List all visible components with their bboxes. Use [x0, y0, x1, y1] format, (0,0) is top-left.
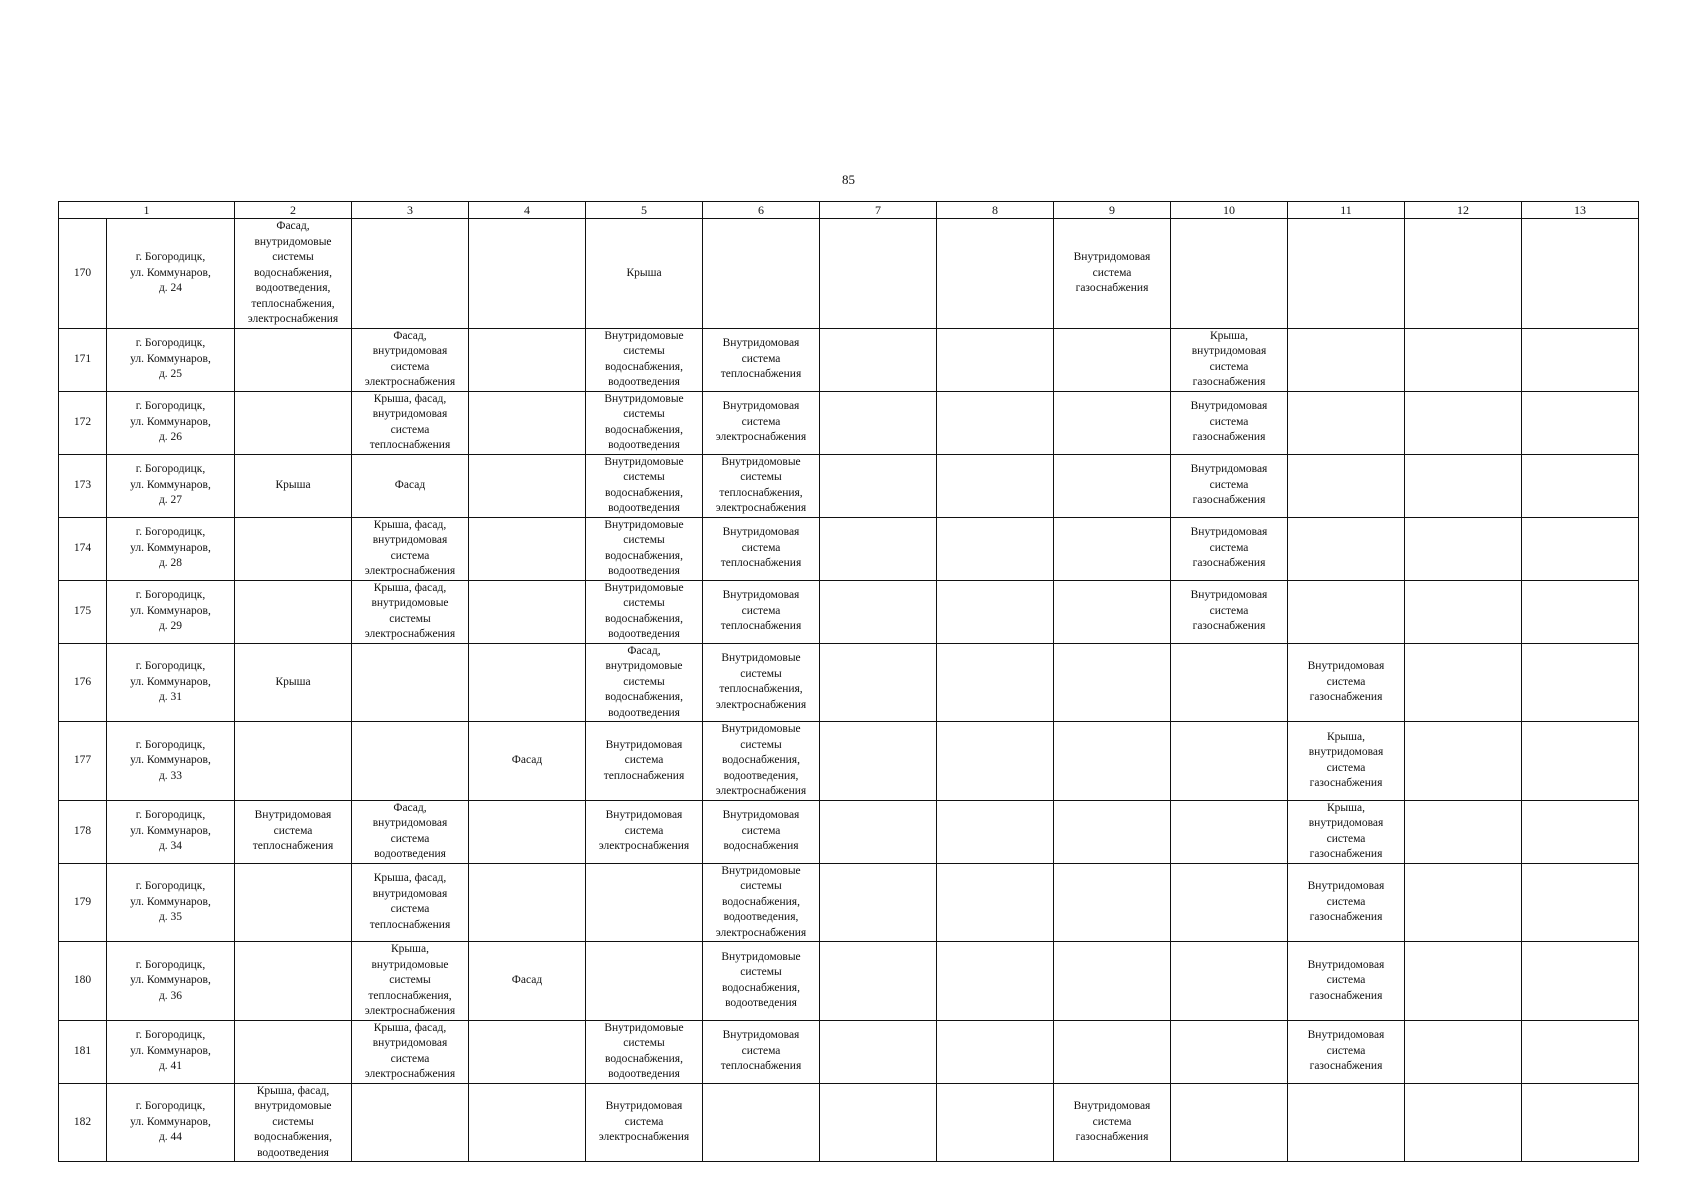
work-cell-col-12 — [1405, 580, 1522, 643]
work-cell-col-6: Внутридомовая система теплоснабжения — [703, 328, 820, 391]
work-cell-col-2: Крыша — [235, 643, 352, 722]
row-number: 181 — [59, 1020, 107, 1083]
work-cell-col-9 — [1054, 800, 1171, 863]
column-header-11: 11 — [1288, 202, 1405, 219]
work-cell-col-7 — [820, 328, 937, 391]
work-cell-col-5: Внутридомовые системы водоснабжения, водоотведения — [586, 454, 703, 517]
work-cell-col-7 — [820, 1020, 937, 1083]
work-cell-col-9 — [1054, 328, 1171, 391]
work-cell-col-13 — [1522, 1020, 1639, 1083]
work-cell-col-11 — [1288, 580, 1405, 643]
work-cell-col-3 — [352, 219, 469, 329]
work-cell-col-13 — [1522, 580, 1639, 643]
work-cell-col-10 — [1171, 800, 1288, 863]
work-cell-col-12 — [1405, 863, 1522, 942]
work-cell-col-12 — [1405, 800, 1522, 863]
work-cell-col-7 — [820, 219, 937, 329]
row-number: 176 — [59, 643, 107, 722]
work-cell-col-6: Внутридомовые системы теплоснабжения, электроснабжения — [703, 643, 820, 722]
work-cell-col-12 — [1405, 1020, 1522, 1083]
row-number: 182 — [59, 1083, 107, 1162]
work-cell-col-2: Крыша — [235, 454, 352, 517]
work-cell-col-13 — [1522, 454, 1639, 517]
address-cell: г. Богородицк, ул. Коммунаров, д. 36 — [107, 942, 235, 1021]
work-cell-col-11: Крыша, внутридомовая система газоснабжения — [1288, 800, 1405, 863]
work-cell-col-6 — [703, 1083, 820, 1162]
work-cell-col-4: Фасад — [469, 722, 586, 801]
work-cell-col-5: Внутридомовая система электроснабжения — [586, 1083, 703, 1162]
work-cell-col-13 — [1522, 722, 1639, 801]
work-cell-col-9 — [1054, 391, 1171, 454]
column-header-7: 7 — [820, 202, 937, 219]
work-cell-col-8 — [937, 391, 1054, 454]
work-cell-col-12 — [1405, 1083, 1522, 1162]
column-header-12: 12 — [1405, 202, 1522, 219]
work-cell-col-2 — [235, 517, 352, 580]
table-row — [59, 391, 1639, 454]
page-number: 85 — [842, 172, 855, 187]
work-cell-col-8 — [937, 800, 1054, 863]
work-cell-col-9 — [1054, 580, 1171, 643]
work-cell-col-4: Фасад — [469, 942, 586, 1021]
work-cell-col-4 — [469, 580, 586, 643]
work-cell-col-3: Крыша, фасад, внутридомовая система электроснабжения — [352, 517, 469, 580]
work-cell-col-7 — [820, 454, 937, 517]
work-cell-col-10 — [1171, 1083, 1288, 1162]
work-cell-col-10: Внутридомовая система газоснабжения — [1171, 454, 1288, 517]
work-cell-col-4 — [469, 863, 586, 942]
work-cell-col-11: Внутридомовая система газоснабжения — [1288, 643, 1405, 722]
table-row — [59, 942, 1639, 1021]
work-cell-col-4 — [469, 328, 586, 391]
work-cell-col-5: Внутридомовые системы водоснабжения, водоотведения — [586, 1020, 703, 1083]
work-cell-col-10 — [1171, 863, 1288, 942]
work-cell-col-2 — [235, 1020, 352, 1083]
work-cell-col-13 — [1522, 517, 1639, 580]
table-row — [59, 328, 1639, 391]
work-cell-col-12 — [1405, 454, 1522, 517]
work-cell-col-8 — [937, 722, 1054, 801]
work-cell-col-9: Внутридомовая система газоснабжения — [1054, 219, 1171, 329]
row-number: 170 — [59, 219, 107, 329]
work-cell-col-13 — [1522, 800, 1639, 863]
column-header-2: 2 — [235, 202, 352, 219]
work-cell-col-6: Внутридомовые системы водоснабжения, водоотведения, электроснабжения — [703, 722, 820, 801]
work-cell-col-6: Внутридомовая система теплоснабжения — [703, 580, 820, 643]
row-number: 174 — [59, 517, 107, 580]
work-cell-col-11 — [1288, 1083, 1405, 1162]
work-cell-col-2 — [235, 942, 352, 1021]
column-header-1: 1 — [59, 202, 235, 219]
work-cell-col-9 — [1054, 942, 1171, 1021]
column-header-8: 8 — [937, 202, 1054, 219]
work-cell-col-5: Внутридомовая система теплоснабжения — [586, 722, 703, 801]
work-cell-col-13 — [1522, 1083, 1639, 1162]
work-cell-col-9 — [1054, 517, 1171, 580]
work-cell-col-7 — [820, 580, 937, 643]
work-cell-col-12 — [1405, 942, 1522, 1021]
column-header-3: 3 — [352, 202, 469, 219]
work-cell-col-5: Крыша — [586, 219, 703, 329]
row-number: 177 — [59, 722, 107, 801]
table-row — [59, 1020, 1639, 1083]
work-cell-col-6: Внутридомовые системы водоснабжения, водоотведения — [703, 942, 820, 1021]
work-cell-col-9 — [1054, 454, 1171, 517]
work-cell-col-11: Крыша, внутридомовая система газоснабжения — [1288, 722, 1405, 801]
work-cell-col-3: Фасад, внутридомовая система водоотведения — [352, 800, 469, 863]
work-cell-col-7 — [820, 1083, 937, 1162]
work-cell-col-12 — [1405, 517, 1522, 580]
row-number: 173 — [59, 454, 107, 517]
repair-schedule-table — [58, 201, 1639, 1162]
work-cell-col-4 — [469, 1083, 586, 1162]
work-cell-col-7 — [820, 722, 937, 801]
row-number: 171 — [59, 328, 107, 391]
work-cell-col-10: Внутридомовая система газоснабжения — [1171, 517, 1288, 580]
address-cell: г. Богородицк, ул. Коммунаров, д. 27 — [107, 454, 235, 517]
work-cell-col-7 — [820, 942, 937, 1021]
work-cell-col-13 — [1522, 328, 1639, 391]
row-number: 172 — [59, 391, 107, 454]
table-row — [59, 800, 1639, 863]
work-cell-col-7 — [820, 517, 937, 580]
work-cell-col-3 — [352, 1083, 469, 1162]
work-cell-col-8 — [937, 942, 1054, 1021]
header-row — [59, 202, 1639, 219]
work-cell-col-3: Фасад — [352, 454, 469, 517]
work-cell-col-6: Внутридомовая система водоснабжения — [703, 800, 820, 863]
work-cell-col-8 — [937, 580, 1054, 643]
work-cell-col-6 — [703, 219, 820, 329]
address-cell: г. Богородицк, ул. Коммунаров, д. 25 — [107, 328, 235, 391]
work-cell-col-9 — [1054, 863, 1171, 942]
work-cell-col-10 — [1171, 722, 1288, 801]
work-cell-col-10: Внутридомовая система газоснабжения — [1171, 580, 1288, 643]
column-header-6: 6 — [703, 202, 820, 219]
work-cell-col-3: Крыша, внутридомовые системы теплоснабжения, электроснабжения — [352, 942, 469, 1021]
address-cell: г. Богородицк, ул. Коммунаров, д. 35 — [107, 863, 235, 942]
work-cell-col-4 — [469, 391, 586, 454]
table-row — [59, 219, 1639, 329]
work-cell-col-8 — [937, 863, 1054, 942]
work-cell-col-11: Внутридомовая система газоснабжения — [1288, 863, 1405, 942]
work-cell-col-11 — [1288, 391, 1405, 454]
work-cell-col-2 — [235, 863, 352, 942]
work-cell-col-3 — [352, 722, 469, 801]
work-cell-col-5: Внутридомовые системы водоснабжения, водоотведения — [586, 391, 703, 454]
work-cell-col-7 — [820, 391, 937, 454]
address-cell: г. Богородицк, ул. Коммунаров, д. 29 — [107, 580, 235, 643]
work-cell-col-2: Внутридомовая система теплоснабжения — [235, 800, 352, 863]
table-row — [59, 580, 1639, 643]
work-cell-col-13 — [1522, 863, 1639, 942]
work-cell-col-2: Крыша, фасад, внутридомовые системы водоснабжения, водоотведения — [235, 1083, 352, 1162]
work-cell-col-7 — [820, 800, 937, 863]
work-cell-col-10 — [1171, 219, 1288, 329]
work-cell-col-5: Внутридомовая система электроснабжения — [586, 800, 703, 863]
work-cell-col-8 — [937, 328, 1054, 391]
work-cell-col-3: Крыша, фасад, внутридомовая система теплоснабжения — [352, 391, 469, 454]
work-cell-col-11 — [1288, 219, 1405, 329]
work-cell-col-12 — [1405, 391, 1522, 454]
work-cell-col-6: Внутридомовая система теплоснабжения — [703, 1020, 820, 1083]
address-cell: г. Богородицк, ул. Коммунаров, д. 28 — [107, 517, 235, 580]
work-cell-col-4 — [469, 643, 586, 722]
work-cell-col-8 — [937, 454, 1054, 517]
work-cell-col-2 — [235, 391, 352, 454]
work-cell-col-7 — [820, 643, 937, 722]
work-cell-col-12 — [1405, 722, 1522, 801]
work-cell-col-4 — [469, 1020, 586, 1083]
work-cell-col-2 — [235, 580, 352, 643]
work-cell-col-10 — [1171, 1020, 1288, 1083]
work-cell-col-10: Внутридомовая система газоснабжения — [1171, 391, 1288, 454]
work-cell-col-8 — [937, 517, 1054, 580]
work-cell-col-5 — [586, 863, 703, 942]
work-cell-col-2: Фасад, внутридомовые системы водоснабжения, водоотведения, теплоснабжения, электроснабжения — [235, 219, 352, 329]
work-cell-col-2 — [235, 328, 352, 391]
work-cell-col-5: Фасад, внутридомовые системы водоснабжения, водоотведения — [586, 643, 703, 722]
work-cell-col-7 — [820, 863, 937, 942]
work-cell-col-4 — [469, 800, 586, 863]
address-cell: г. Богородицк, ул. Коммунаров, д. 41 — [107, 1020, 235, 1083]
work-cell-col-6: Внутридомовые системы теплоснабжения, электроснабжения — [703, 454, 820, 517]
work-cell-col-9 — [1054, 1020, 1171, 1083]
work-cell-col-3: Крыша, фасад, внутридомовая система теплоснабжения — [352, 863, 469, 942]
work-cell-col-5 — [586, 942, 703, 1021]
address-cell: г. Богородицк, ул. Коммунаров, д. 31 — [107, 643, 235, 722]
work-cell-col-3: Фасад, внутридомовая система электроснабжения — [352, 328, 469, 391]
row-number: 180 — [59, 942, 107, 1021]
table-row — [59, 863, 1639, 942]
work-cell-col-11: Внутридомовая система газоснабжения — [1288, 1020, 1405, 1083]
work-cell-col-11 — [1288, 454, 1405, 517]
work-cell-col-12 — [1405, 219, 1522, 329]
work-cell-col-6: Внутридомовые системы водоснабжения, водоотведения, электроснабжения — [703, 863, 820, 942]
table-row — [59, 454, 1639, 517]
address-cell: г. Богородицк, ул. Коммунаров, д. 26 — [107, 391, 235, 454]
work-cell-col-4 — [469, 454, 586, 517]
table-row — [59, 517, 1639, 580]
column-header-10: 10 — [1171, 202, 1288, 219]
work-cell-col-10 — [1171, 643, 1288, 722]
work-cell-col-11 — [1288, 328, 1405, 391]
work-cell-col-13 — [1522, 219, 1639, 329]
row-number: 179 — [59, 863, 107, 942]
work-cell-col-5: Внутридомовые системы водоснабжения, водоотведения — [586, 580, 703, 643]
address-cell: г. Богородицк, ул. Коммунаров, д. 44 — [107, 1083, 235, 1162]
work-cell-col-10 — [1171, 942, 1288, 1021]
work-cell-col-10: Крыша, внутридомовая система газоснабжения — [1171, 328, 1288, 391]
work-cell-col-12 — [1405, 643, 1522, 722]
table-body — [59, 219, 1639, 1162]
work-cell-col-8 — [937, 643, 1054, 722]
work-cell-col-11 — [1288, 517, 1405, 580]
work-cell-col-4 — [469, 517, 586, 580]
work-cell-col-8 — [937, 219, 1054, 329]
column-header-5: 5 — [586, 202, 703, 219]
work-cell-col-6: Внутридомовая система электроснабжения — [703, 391, 820, 454]
work-cell-col-5: Внутридомовые системы водоснабжения, водоотведения — [586, 328, 703, 391]
table-row — [59, 722, 1639, 801]
work-cell-col-3: Крыша, фасад, внутридомовые системы электроснабжения — [352, 580, 469, 643]
work-cell-col-2 — [235, 722, 352, 801]
row-number: 178 — [59, 800, 107, 863]
work-cell-col-13 — [1522, 942, 1639, 1021]
address-cell: г. Богородицк, ул. Коммунаров, д. 34 — [107, 800, 235, 863]
work-cell-col-8 — [937, 1083, 1054, 1162]
work-cell-col-6: Внутридомовая система теплоснабжения — [703, 517, 820, 580]
work-cell-col-8 — [937, 1020, 1054, 1083]
column-header-9: 9 — [1054, 202, 1171, 219]
column-header-4: 4 — [469, 202, 586, 219]
work-cell-col-13 — [1522, 391, 1639, 454]
work-cell-col-9 — [1054, 643, 1171, 722]
column-header-13: 13 — [1522, 202, 1639, 219]
work-cell-col-5: Внутридомовые системы водоснабжения, водоотведения — [586, 517, 703, 580]
work-cell-col-9 — [1054, 722, 1171, 801]
table-header — [59, 202, 1639, 219]
work-cell-col-4 — [469, 219, 586, 329]
table-row — [59, 643, 1639, 722]
work-cell-col-13 — [1522, 643, 1639, 722]
work-cell-col-3: Крыша, фасад, внутридомовая система электроснабжения — [352, 1020, 469, 1083]
work-cell-col-11: Внутридомовая система газоснабжения — [1288, 942, 1405, 1021]
work-cell-col-3 — [352, 643, 469, 722]
address-cell: г. Богородицк, ул. Коммунаров, д. 24 — [107, 219, 235, 329]
table-row — [59, 1083, 1639, 1162]
address-cell: г. Богородицк, ул. Коммунаров, д. 33 — [107, 722, 235, 801]
row-number: 175 — [59, 580, 107, 643]
work-cell-col-9: Внутридомовая система газоснабжения — [1054, 1083, 1171, 1162]
work-cell-col-12 — [1405, 328, 1522, 391]
